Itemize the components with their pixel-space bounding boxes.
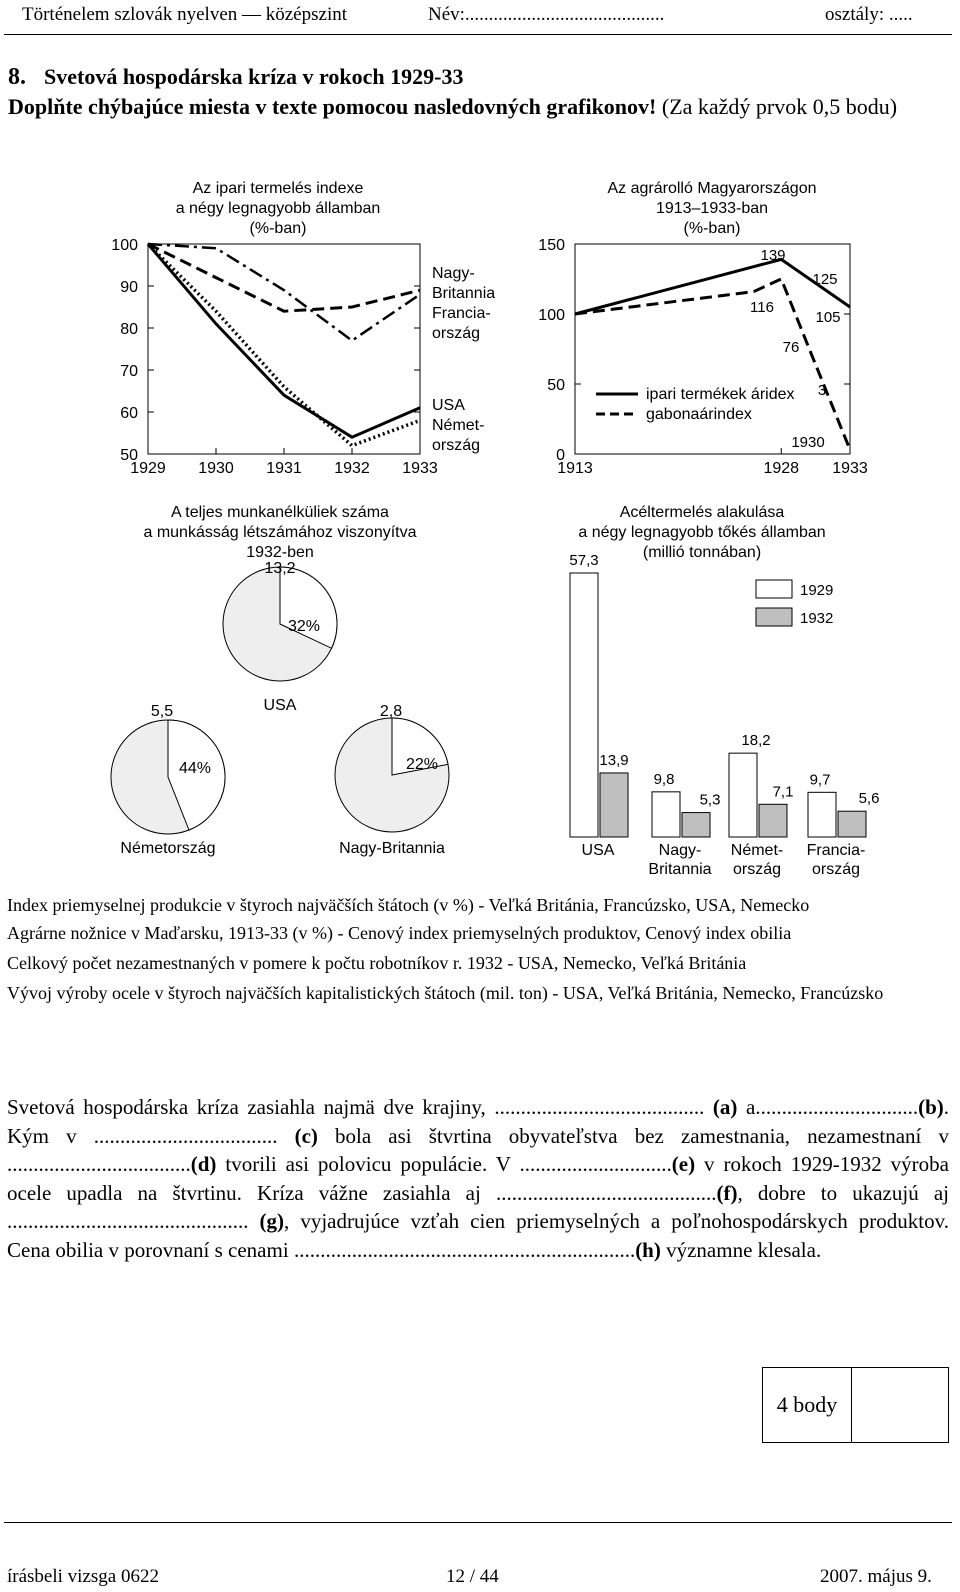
bar-category-label: ország [732, 861, 782, 878]
pie-total-label: 5,5 [150, 703, 174, 720]
chart1-ytick-label: 100 [111, 237, 138, 254]
chart2-ytick-label: 100 [538, 307, 565, 324]
text-part: bola asi štvrtina obyvateľstva bez zamestnania, nezamestnaní v [317, 1123, 950, 1148]
bar-category-label: ország [811, 861, 861, 878]
chart2-title-line: (%-ban) [683, 220, 741, 237]
chart1-ytick-label: 70 [120, 363, 138, 380]
steel-production-chart [569, 504, 879, 878]
bar-1929 [808, 792, 836, 837]
blank-label-d: (d) [190, 1152, 217, 1176]
chart3-title-line: a munkásság létszámához viszonyítva [143, 524, 417, 541]
chart2-annotation: 3 [817, 382, 827, 399]
chart1-xtick-label: 1930 [198, 460, 234, 477]
question-title: Svetová hospodárska kríza v rokoch 1929-33 [44, 64, 464, 89]
chart1-title-line: (%-ban) [249, 220, 307, 237]
footer-rule [4, 1522, 952, 1523]
chart4-legend-label: 1929 [800, 582, 834, 599]
bar-category-label: Francia- [806, 842, 866, 859]
bar-value-label: 9,7 [809, 771, 831, 789]
chart2-ytick-label: 50 [547, 377, 565, 394]
question-points: (Za každý prvok 0,5 bodu) [661, 94, 898, 119]
chart4-title-line: Acéltermelés alakulása [619, 504, 785, 521]
blank-label-g: (g) [259, 1209, 285, 1233]
bar-1932 [600, 773, 628, 837]
pie-total-label: 13,2 [264, 560, 296, 577]
blank-f[interactable]: .......................................... [495, 1180, 717, 1205]
question-instruction: Doplňte chýbajúce miesta v texte pomocou nasledovných grafikonov! [8, 94, 657, 119]
blank-g[interactable]: .............................................. [7, 1209, 249, 1233]
bar-1929 [729, 753, 757, 837]
caption-unemployment: Celkový počet nezamestnaných v pomere k počtu robotníkov r. 1932 - USA, Nemecko, Veľká Británia [7, 953, 747, 973]
chart1-series-line [148, 244, 420, 446]
chart1-ytick-label: 60 [120, 405, 138, 422]
chart2-xtick-label: 1913 [557, 460, 593, 477]
chart4-legend-swatch [756, 608, 792, 626]
chart2-xtick-label: 1928 [763, 460, 800, 477]
text-part: . Kým v [7, 1095, 949, 1148]
header-class-field: osztály: ..... [825, 4, 913, 25]
bar-value-label: 5,3 [699, 791, 721, 809]
bar-value-label: 7,1 [772, 783, 794, 801]
question-number: 8. [8, 64, 26, 90]
chart2-annotation: 76 [782, 339, 800, 356]
header-name-field: Név:.......................................... [428, 4, 665, 25]
score-box [762, 1367, 949, 1443]
chart1-xtick-label: 1932 [334, 460, 370, 477]
chart4-legend-label: 1932 [800, 610, 834, 627]
chart1-ytick-label: 50 [120, 447, 138, 464]
bar-category-label: Német- [730, 842, 784, 859]
blank-label-a: (a) [712, 1095, 738, 1119]
bar-1932 [838, 811, 866, 837]
chart2-legend-label: gabonaárindex [646, 406, 752, 423]
chart1-legend-label: Német- [432, 417, 485, 434]
chart2-title-line: 1913–1933-ban [655, 200, 769, 217]
bar-category-label: Nagy- [658, 842, 702, 859]
chart2-annotation: 139 [760, 247, 786, 264]
unemployment-pie-charts [111, 504, 449, 857]
fill-in-text [7, 1093, 949, 1264]
chart1-frame [148, 244, 420, 454]
blank-c[interactable]: ................................... [93, 1123, 278, 1148]
blank-e[interactable]: ............................. [519, 1152, 672, 1176]
chart1-legend-label: Francia- [432, 305, 491, 322]
bar-value-label: 57,3 [569, 552, 599, 569]
blank-label-h: (h) [635, 1237, 661, 1262]
blank-a[interactable]: ........................................ [494, 1095, 705, 1119]
footer-date: 2007. május 9. [820, 1566, 932, 1587]
text-part: a [737, 1095, 756, 1119]
footer-exam: írásbeli vizsga 0622 [7, 1566, 159, 1587]
bar-1932 [759, 804, 787, 837]
pie-country-label: Nagy-Britannia [339, 840, 445, 857]
pie-percent-label: 44% [178, 760, 212, 777]
text-part: Svetová hospodárska kríza zasiahla najmä dve krajiny, [7, 1095, 495, 1119]
chart2-series-line [575, 259, 850, 314]
chart2-annotation: 105 [815, 309, 841, 326]
chart2-ytick-label: 150 [538, 237, 565, 254]
caption-industrial-index: Index priemyselnej produkcie v štyroch najväčších štátoch (v %) - Veľká Británia, Francúzsko, USA, Nemecko [7, 895, 810, 915]
chart1-xtick-label: 1929 [130, 460, 166, 477]
chart3-title-line: 1932-ben [246, 544, 314, 561]
text-part: v rokoch 1929-1932 výroba ocele upadla na štvrtinu. Kríza vážne zasiahla aj [7, 1152, 949, 1205]
bar-1929 [570, 573, 598, 837]
chart1-xtick-label: 1931 [266, 460, 302, 477]
chart3-title-line: A teljes munkanélküliek száma [171, 504, 389, 521]
pie-percent-label: 22% [405, 756, 439, 773]
chart1-series-line [148, 244, 420, 437]
blank-label-e: (e) [671, 1152, 696, 1176]
bar-category-label: Britannia [648, 861, 712, 878]
blank-label-f: (f) [716, 1180, 738, 1205]
bar-value-label: 13,9 [599, 751, 629, 769]
bar-value-label: 9,8 [653, 770, 675, 788]
bar-value-label: 5,6 [858, 790, 880, 808]
chart1-legend-label: ország [432, 437, 481, 454]
header-title: Történelem szlovák nyelven — középszint [22, 4, 348, 25]
bar-1932 [682, 813, 710, 837]
chart2-xtick-label: 1933 [832, 460, 868, 477]
chart4-title-line: a négy legnagyobb tőkés államban [578, 524, 826, 541]
chart4-legend-swatch [756, 580, 792, 598]
caption-steel-production: Vývoj výroby ocele v štyroch najväčších kapitalistických štátoch (mil. ton) - USA, Veľká Británia, Nemecko, Francúzsko [7, 983, 884, 1003]
text-part: , dobre to ukazujú aj [737, 1180, 949, 1205]
chart1-ytick-label: 90 [120, 279, 138, 296]
chart1-xtick-label: 1933 [402, 460, 438, 477]
chart1-legend-label: Britannia [432, 285, 496, 302]
blank-d[interactable]: ................................... [7, 1152, 191, 1176]
chart1-legend-label: Nagy- [432, 265, 475, 282]
chart2-annotation: 125 [812, 271, 838, 288]
pie-total-label: 2,8 [379, 703, 403, 720]
caption-agrarian-scissors: Agrárne nožnice v Maďarsku, 1913-33 (v %) - Cenový index priemyselných produktov, Cenový index obilia [7, 923, 792, 943]
chart1-title-line: Az ipari termelés indexe [192, 180, 364, 197]
chart1-series-line [148, 244, 420, 311]
text-part: tvorili asi polovicu populácie. V [216, 1152, 520, 1176]
blank-h[interactable]: ................................................................. [293, 1237, 636, 1262]
bar-value-label: 18,2 [741, 732, 771, 750]
agrarian-scissors-chart [538, 180, 868, 477]
chart1-title-line: a négy legnagyobb államban [175, 200, 381, 217]
chart4-title-line: (millió tonnában) [642, 544, 762, 561]
footer-page: 12 / 44 [446, 1566, 499, 1587]
pie-percent-label: 32% [287, 618, 321, 635]
industrial-index-chart [111, 180, 495, 477]
text-part: , vyjadrujúce vzťah cien priemyselných a poľnohospodárskych produktov. Cena obilia v porovnaní s cenami [7, 1209, 949, 1262]
chart1-legend-label: USA [432, 397, 465, 414]
blank-b[interactable]: ............................... [755, 1095, 919, 1119]
blank-label-b: (b) [918, 1095, 944, 1119]
score-label: 4 body [763, 1368, 852, 1442]
bar-category-label: USA [581, 842, 615, 859]
blank-label-c: (c) [294, 1123, 318, 1148]
text-part: významne klesala. [660, 1237, 822, 1262]
chart2-annotation: 116 [750, 299, 774, 316]
chart2-ytick-label: 0 [556, 447, 565, 464]
chart1-ytick-label: 80 [120, 321, 138, 338]
pie-country-label: Németország [120, 840, 216, 857]
bar-1929 [652, 792, 680, 837]
pie-country-label: USA [263, 697, 297, 714]
chart2-legend-label: ipari termékek áridex [646, 386, 795, 403]
chart2-annotation: 1930 [791, 434, 825, 451]
chart2-title-line: Az agrárolló Magyarországon [607, 180, 817, 197]
chart1-legend-label: ország [432, 325, 481, 342]
